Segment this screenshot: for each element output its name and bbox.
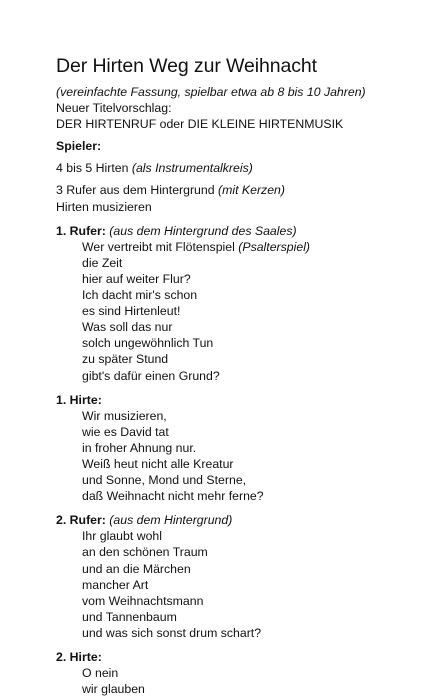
speech-3-header: 2. Rufer: (aus dem Hintergrund) xyxy=(56,513,233,528)
speech-line: Wir musizieren, xyxy=(82,408,167,423)
speech-line: und Tannenbaum xyxy=(82,609,177,624)
speech-line: O nein xyxy=(82,666,119,681)
speech-line: Ich dacht mir's schon xyxy=(82,288,198,303)
speech-line: an den schönen Traum xyxy=(82,545,208,560)
speech-line: Ihr glaubt wohl xyxy=(82,529,162,544)
speech-line: Wer vertreibt mit Flötenspiel (Psalterspiel) xyxy=(82,239,311,254)
speech-line: wir glauben xyxy=(82,682,145,697)
new-title-label: Neuer Titelvorschlag: xyxy=(56,101,172,116)
speech-line: Weiß heut nicht alle Kreatur xyxy=(82,456,234,471)
document-title: Der Hirten Weg zur Weihnacht xyxy=(56,55,317,77)
speech-line: gibt's dafür einen Grund? xyxy=(82,368,220,383)
spieler-heading: Spieler: xyxy=(56,139,102,154)
speech-line: daß Weihnacht nicht mehr ferne? xyxy=(82,489,264,504)
cast-line-3: Hirten musizieren xyxy=(56,199,152,214)
speech-line: die Zeit xyxy=(82,255,123,270)
speech-line: wie es David tat xyxy=(82,424,169,439)
speech-line: und Sonne, Mond und Sterne, xyxy=(82,473,247,488)
cast-line-2: 3 Rufer aus dem Hintergrund (mit Kerzen) xyxy=(56,183,285,198)
speech-line: in froher Ahnung nur. xyxy=(82,440,197,455)
speaker-name: 2. Rufer: xyxy=(56,513,106,528)
speech-line: zu später Stund xyxy=(82,352,169,367)
speech-2-header: 1. Hirte: xyxy=(56,392,102,407)
speech-line: mancher Art xyxy=(82,577,149,592)
speech-line: vom Weihnachtsmann xyxy=(82,593,204,608)
document-page xyxy=(56,54,426,697)
new-title-value: DER HIRTENRUF oder DIE KLEINE HIRTENMUSIK xyxy=(56,117,344,132)
cast-line-1: 4 bis 5 Hirten (als Instrumentalkreis) xyxy=(56,161,253,176)
speech-line: solch ungewöhnlich Tun xyxy=(82,336,214,351)
speech-line: und was sich sonst drum schart? xyxy=(82,625,262,640)
speech-line: es sind Hirtenleut! xyxy=(82,304,181,319)
speech-line: und an die Märchen xyxy=(82,561,191,576)
speech-1-header: 1. Rufer: (aus dem Hintergrund des Saales) xyxy=(56,223,297,238)
speech-4-header: 2. Hirte: xyxy=(56,650,102,664)
subtitle: (vereinfachte Fassung, spielbar etwa ab 8 bis 10 Jahren) xyxy=(56,85,366,99)
speech-line: Was soll das nur xyxy=(82,320,173,335)
speaker-name: 1. Rufer: xyxy=(56,223,106,238)
speech-line: hier auf weiter Flur? xyxy=(82,271,191,286)
